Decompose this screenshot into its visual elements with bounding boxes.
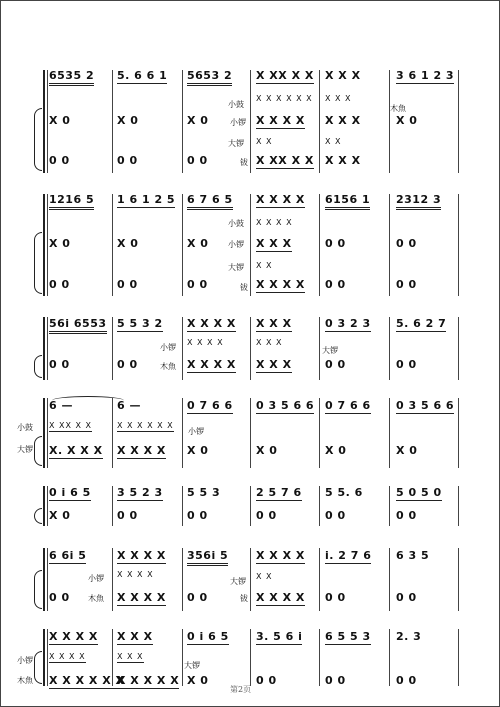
notation-cell: 2. 3: [396, 630, 422, 643]
notation-cell: X X X X: [117, 549, 166, 562]
notation-cell: 356i 5: [187, 549, 228, 566]
notation-cell: 1216 5: [49, 193, 94, 210]
barline: [182, 629, 183, 686]
instrument-label: 大锣: [230, 577, 246, 586]
instrument-label: 小锣: [188, 427, 204, 436]
instrument-label: 小锣: [88, 574, 104, 583]
notation-cell: 6535 2: [49, 69, 94, 86]
notation-cell: X X X X: [256, 591, 305, 604]
notation-cell: 5 0 5 0: [396, 486, 442, 499]
notation-cell: 0 0: [117, 358, 138, 371]
notation-cell: 0 0: [49, 358, 70, 371]
barline: [458, 398, 459, 468]
notation-cell: 0 0: [117, 278, 138, 291]
system-start-thin-barline: [47, 629, 48, 686]
system-start-barline: [43, 70, 45, 173]
barline: [319, 194, 320, 296]
barline: [250, 317, 251, 380]
tie-arc: [52, 396, 124, 405]
barline: [182, 194, 183, 296]
notation-cell: X X X X: [256, 278, 305, 291]
notation-cell: X 0: [187, 674, 209, 687]
notation-cell: 0 0: [187, 154, 208, 167]
notation-cell: 1 6 1 2 5: [117, 193, 176, 206]
barline: [458, 194, 459, 296]
notation-cell: X X X X: [117, 570, 154, 579]
barline: [458, 629, 459, 686]
notation-cell: 0 0: [396, 237, 417, 250]
notation-cell: 0 0: [325, 237, 346, 250]
notation-cell: 2312 3: [396, 193, 441, 210]
instrument-label: 大锣: [184, 661, 200, 670]
system-start-barline: [43, 398, 45, 468]
notation-cell: 6 7 6 5: [187, 193, 233, 210]
notation-cell: 3 6 1 2 3: [396, 69, 455, 82]
barline: [250, 486, 251, 526]
notation-cell: 0 0: [187, 591, 208, 604]
barline: [389, 70, 390, 173]
notation-cell: 5 5 3 2: [117, 317, 163, 330]
notation-cell: X X X X: [49, 652, 86, 661]
system-brace: [34, 108, 42, 171]
notation-cell: X X X X: [256, 193, 305, 206]
notation-cell: 0 0: [187, 509, 208, 522]
notation-cell: X X X X: [256, 218, 293, 227]
notation-cell: X X: [256, 572, 273, 581]
barline: [319, 398, 320, 468]
notation-cell: 0 0: [396, 278, 417, 291]
notation-cell: X X X: [256, 358, 292, 371]
notation-cell: X X X X: [187, 317, 236, 330]
notation-cell: 0 i 6 5: [187, 630, 229, 643]
barline: [250, 548, 251, 611]
notation-cell: X X X: [325, 154, 361, 167]
notation-cell: X X X X X X: [49, 674, 125, 687]
notation-cell: X X X X: [256, 549, 305, 562]
notation-cell: 0 0: [325, 509, 346, 522]
page-number: 第2页: [230, 685, 252, 694]
instrument-label: 木魚: [17, 676, 33, 685]
notation-cell: X 0: [117, 114, 139, 127]
barline: [250, 398, 251, 468]
notation-cell: 0 3 5 6 6: [256, 399, 315, 412]
system-brace: [34, 651, 42, 684]
barline: [389, 629, 390, 686]
notation-cell: X 0: [49, 509, 71, 522]
barline: [319, 486, 320, 526]
notation-cell: 0 7 6 6: [325, 399, 371, 412]
barline: [389, 486, 390, 526]
system-start-barline: [43, 194, 45, 296]
notation-cell: X X X X: [256, 114, 305, 127]
instrument-label: 小锣: [160, 343, 176, 352]
barline: [458, 548, 459, 611]
notation-cell: X XX X X: [256, 154, 314, 167]
notation-cell: 0 0: [325, 278, 346, 291]
notation-cell: X X X: [325, 94, 352, 103]
notation-cell: 5653 2: [187, 69, 232, 86]
instrument-label: 木魚: [160, 362, 176, 371]
notation-cell: 0 i 6 5: [49, 486, 91, 499]
notation-cell: 0 0: [396, 509, 417, 522]
notation-cell: 6 6i 5: [49, 549, 87, 562]
system-brace: [34, 570, 42, 609]
barline: [458, 486, 459, 526]
system-start-thin-barline: [47, 194, 48, 296]
system-start-barline: [43, 317, 45, 380]
barline: [182, 548, 183, 611]
notation-cell: X X X X X X: [256, 94, 313, 103]
notation-cell: 0 0: [256, 674, 277, 687]
notation-cell: 0 0: [325, 358, 346, 371]
system-brace: [34, 436, 42, 466]
system-start-barline: [43, 548, 45, 611]
notation-cell: 0 0: [49, 154, 70, 167]
notation-cell: X 0: [187, 237, 209, 250]
instrument-label: 大锣: [17, 445, 33, 454]
instrument-label: 小鼓: [17, 423, 33, 432]
notation-cell: X X X: [325, 69, 361, 82]
notation-cell: 0 0: [325, 674, 346, 687]
instrument-label: 小鼓: [228, 100, 244, 109]
notation-cell: X X: [256, 261, 273, 270]
system-start-barline: [43, 629, 45, 686]
notation-cell: 3. 5 6 i: [256, 630, 303, 643]
instrument-label: 钹: [240, 158, 248, 167]
system-start-barline: [43, 486, 45, 526]
barline: [182, 317, 183, 380]
notation-cell: 5. 6 2 7: [396, 317, 447, 330]
barline: [319, 70, 320, 173]
barline: [112, 70, 113, 173]
instrument-label: 大锣: [228, 139, 244, 148]
instrument-label: 小鼓: [228, 219, 244, 228]
notation-cell: X X X X: [187, 338, 224, 347]
barline: [112, 486, 113, 526]
instrument-label: 木魚: [88, 594, 104, 603]
notation-cell: X X X: [256, 317, 292, 330]
notation-cell: 0 0: [396, 674, 417, 687]
notation-cell: X XX X X: [256, 69, 314, 82]
notation-cell: 0 0: [49, 278, 70, 291]
notation-cell: 0 3 2 3: [325, 317, 371, 330]
notation-cell: 3 5 2 3: [117, 486, 163, 499]
barline: [112, 398, 113, 468]
notation-cell: X 0: [117, 237, 139, 250]
notation-cell: X XX X X: [49, 421, 93, 430]
system-start-thin-barline: [47, 398, 48, 468]
notation-cell: X X X X: [49, 630, 98, 643]
notation-cell: X X X X: [117, 444, 166, 457]
system-start-thin-barline: [47, 548, 48, 611]
notation-cell: X X X X X X: [117, 421, 174, 430]
notation-cell: X 0: [396, 114, 418, 127]
barline: [319, 629, 320, 686]
instrument-label: 钹: [240, 594, 248, 603]
notation-cell: X. X X X: [49, 444, 103, 457]
barline: [319, 317, 320, 380]
system-brace: [34, 232, 42, 294]
notation-cell: 0 0: [187, 278, 208, 291]
instrument-label: 小锣: [230, 118, 246, 127]
barline: [112, 548, 113, 611]
notation-cell: X X X X: [187, 358, 236, 371]
system-start-thin-barline: [47, 486, 48, 526]
notation-cell: 6 5 5 3: [325, 630, 371, 643]
barline: [458, 317, 459, 380]
barline: [458, 70, 459, 173]
instrument-label: 钹: [240, 283, 248, 292]
barline: [112, 317, 113, 380]
notation-cell: X X: [256, 137, 273, 146]
barline: [319, 548, 320, 611]
barline: [250, 194, 251, 296]
barline: [389, 398, 390, 468]
instrument-label: 小锣: [17, 656, 33, 665]
notation-cell: 5. 6 6 1: [117, 69, 168, 82]
notation-cell: 0 0: [256, 509, 277, 522]
notation-cell: X X X X X: [117, 674, 180, 687]
system-start-thin-barline: [47, 317, 48, 380]
notation-cell: 6 3 5: [396, 549, 430, 562]
notation-cell: 5 5. 6: [325, 486, 363, 499]
notation-cell: 6 —: [117, 399, 141, 412]
notation-cell: X X X: [117, 630, 153, 643]
barline: [182, 70, 183, 173]
notation-cell: 0 0: [117, 509, 138, 522]
notation-cell: X X X: [256, 237, 292, 250]
barline: [389, 194, 390, 296]
notation-cell: i. 2 7 6: [325, 549, 372, 562]
barline: [250, 70, 251, 173]
barline: [389, 548, 390, 611]
notation-cell: 5 5 3: [187, 486, 221, 499]
barline: [250, 629, 251, 686]
notation-cell: 0 0: [396, 591, 417, 604]
notation-cell: 0 0: [117, 154, 138, 167]
system-start-thin-barline: [47, 70, 48, 173]
notation-cell: 0 0: [49, 591, 70, 604]
notation-cell: X X X: [117, 652, 144, 661]
notation-cell: X 0: [187, 114, 209, 127]
barline: [112, 194, 113, 296]
instrument-label: 大锣: [322, 346, 338, 355]
instrument-label: 木魚: [390, 104, 406, 113]
notation-cell: 56i 6553: [49, 317, 107, 334]
barline: [182, 398, 183, 468]
notation-cell: X 0: [396, 444, 418, 457]
notation-cell: X X X X: [117, 591, 166, 604]
notation-cell: X X X: [256, 338, 283, 347]
notation-cell: X 0: [49, 237, 71, 250]
notation-cell: X 0: [325, 444, 347, 457]
notation-cell: X X: [325, 137, 342, 146]
notation-cell: 0 0: [325, 591, 346, 604]
notation-cell: X 0: [187, 444, 209, 457]
notation-cell: X 0: [49, 114, 71, 127]
notation-cell: X 0: [256, 444, 278, 457]
instrument-label: 小锣: [228, 240, 244, 249]
notation-cell: 6 —: [49, 399, 73, 412]
barline: [389, 317, 390, 380]
notation-cell: 6156 1: [325, 193, 370, 210]
notation-cell: 0 3 5 6 6: [396, 399, 455, 412]
notation-cell: X X X: [325, 114, 361, 127]
system-brace: [34, 355, 42, 378]
notation-cell: 0 7 6 6: [187, 399, 233, 412]
barline: [182, 486, 183, 526]
notation-cell: 2 5 7 6: [256, 486, 302, 499]
instrument-label: 大锣: [228, 263, 244, 272]
notation-cell: 0 0: [396, 358, 417, 371]
